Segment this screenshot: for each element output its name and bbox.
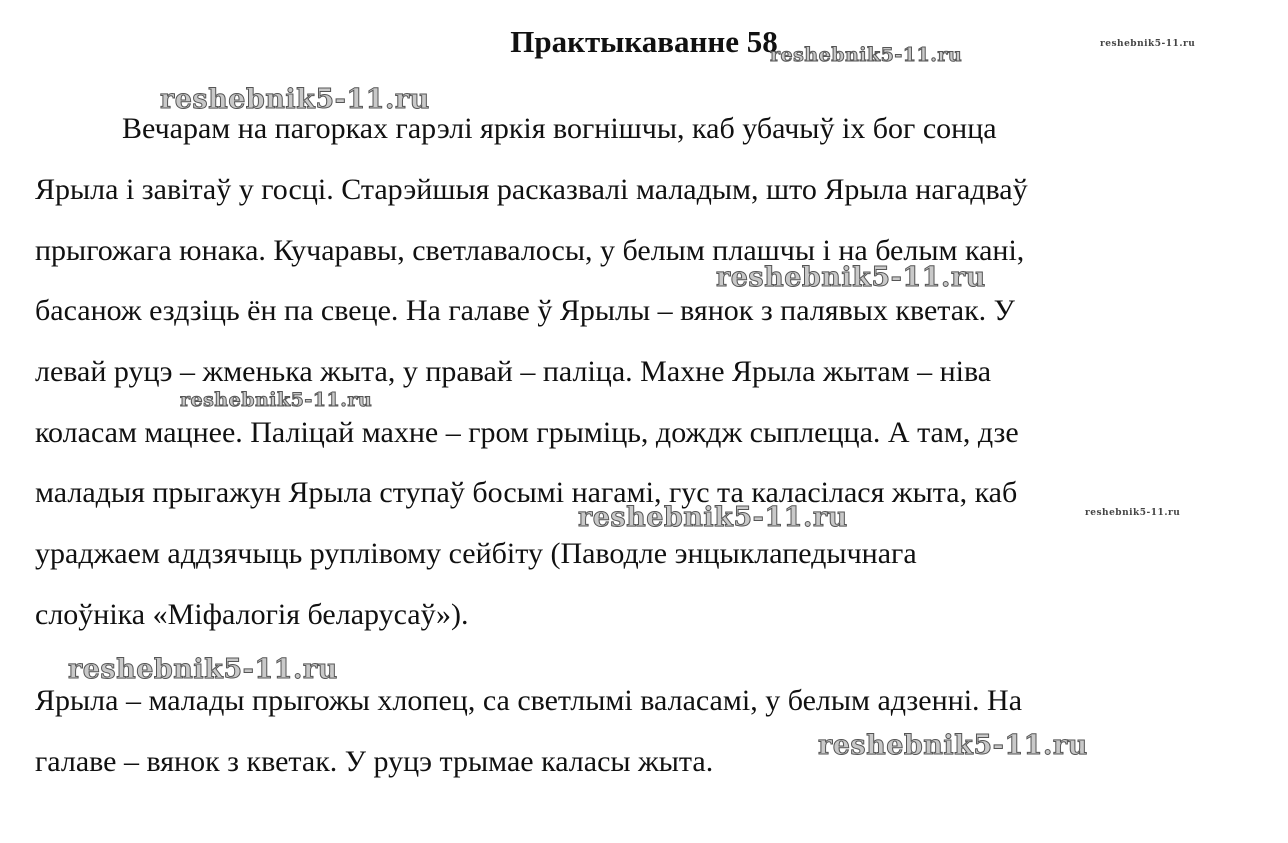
watermark: reshebnik5-11.ru (578, 502, 848, 533)
paragraph-1-line-6: коласам мацнее. Паліцай махне – гром грыміць, дождж сыплецца. А там, дзе (35, 416, 1019, 449)
watermark: reshebnik5-11.ru (770, 44, 963, 66)
paragraph-2-line-2: галаве – вянок з кветак. У руцэ трымае каласы жыта. (35, 745, 714, 778)
watermark-small: reshebnik5-11.ru (1085, 508, 1181, 518)
watermark-small: reshebnik5-11.ru (1100, 39, 1196, 49)
paragraph-1-line-2: Ярыла і завітаў у госці. Старэйшыя расказвалі маладым, што Ярыла нагадваў (35, 173, 1028, 206)
paragraph-1-line-1: Вечарам на пагорках гарэлі яркія вогнішчы, каб убачыў іх бог сонца (122, 112, 997, 145)
paragraph-1-line-5: левай руцэ – жменька жыта, у правай – паліца. Махне Ярыла жытам – ніва (35, 355, 992, 388)
watermark: reshebnik5-11.ru (716, 262, 986, 293)
paragraph-1-line-7: маладыя прыгажун Ярыла ступаў босымі нагамі, гус та каласілася жыта, каб (35, 476, 1018, 509)
watermark: reshebnik5-11.ru (160, 84, 430, 115)
paragraph-1-line-3: прыгожага юнака. Кучаравы, светлавалосы, у белым плашчы і на белым кані, (35, 234, 1025, 267)
watermark: reshebnik5-11.ru (818, 730, 1088, 761)
watermark: reshebnik5-11.ru (68, 654, 338, 685)
watermark: reshebnik5-11.ru (180, 389, 373, 411)
paragraph-1-line-9: слоўніка «Міфалогія беларусаў»). (35, 598, 469, 631)
paragraph-2-line-1: Ярыла – малады прыгожы хлопец, са светлымі валасамі, у белым адзенні. На (35, 684, 1023, 717)
page-title: Практыкаванне 58 (510, 24, 778, 59)
paragraph-1-line-8: ураджаем аддзячыць руплівому сейбіту (Паводле энцыклапедычнага (35, 537, 917, 570)
paragraph-1-line-4: басанож ездзіць ён па свеце. На галаве ў Ярылы – вянок з палявых кветак. У (35, 294, 1015, 327)
